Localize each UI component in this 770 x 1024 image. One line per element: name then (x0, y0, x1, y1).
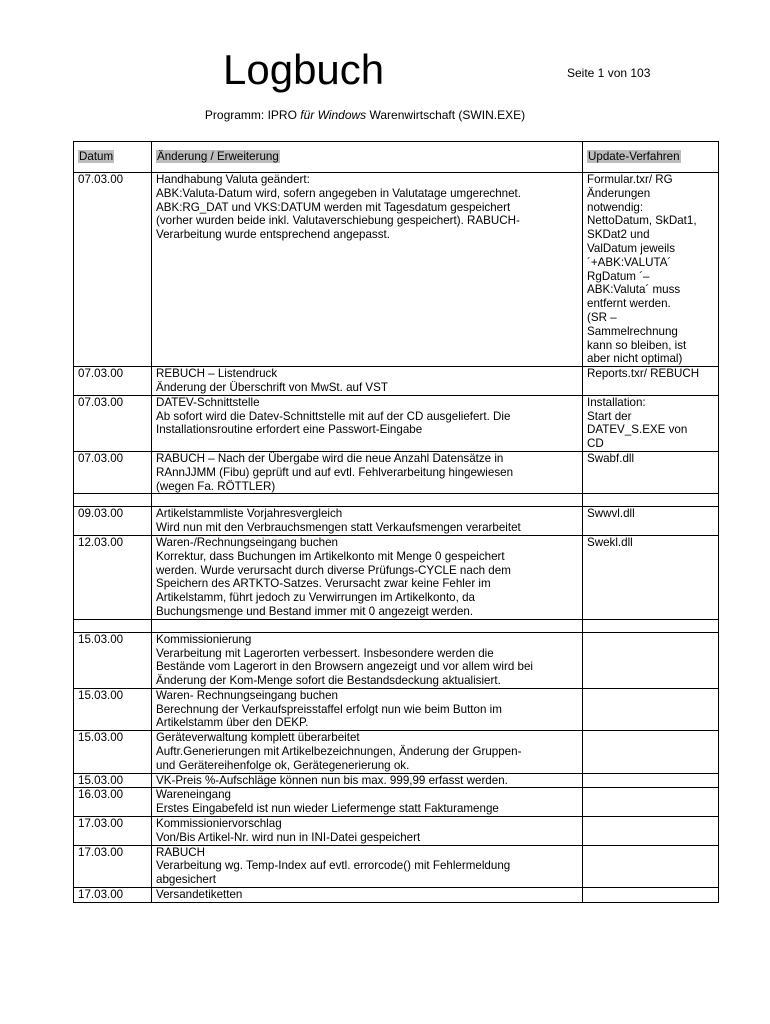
table-row (74, 619, 719, 632)
date-cell (74, 494, 152, 507)
date-cell: 15.03.00 (74, 688, 152, 730)
table-row (74, 535, 719, 619)
table-row (74, 632, 719, 688)
table-row (74, 888, 719, 903)
change-cell: DATEV-Schnittstelle Ab sofort wird die Datev-Schnittstelle mit auf der CD ausgeliefert. Die Installationsroutine erfordert eine Passwort-Eingabe (152, 395, 583, 451)
program-subtitle (0, 108, 730, 122)
change-cell: Versandetiketten (152, 888, 583, 903)
change-cell: Geräteverwaltung komplett überarbeitet Auftr.Generierungen mit Artikelbezeichnungen, Änderung der Gruppen- und Gerätereihenfolge ok, Gerätegenerierung ok. (152, 731, 583, 773)
change-cell: Kommissioniervorschlag Von/Bis Artikel-Nr. wird nun in INI-Datei gespeichert (152, 817, 583, 846)
date-cell: 17.03.00 (74, 845, 152, 887)
column-header-date-label: Datum (79, 150, 114, 164)
page-number: Seite 1 von 103 (567, 66, 651, 80)
table-row (74, 731, 719, 773)
update-cell (583, 845, 719, 887)
update-cell (583, 688, 719, 730)
update-cell (583, 817, 719, 846)
change-cell: Handhabung Valuta geändert: ABK:Valuta-Datum wird, sofern angegeben in Valutatage umgerechnet. ABK:RG_DAT und VKS:DATUM werden mit Tagesdatum gespeichert (vorher wurden beide inkl. Valutaverschiebung gespeichert). RABUCH- Verarbeitung wurde entsprechend angepasst. (152, 173, 583, 367)
update-cell: Swwvl.dll (583, 507, 719, 536)
update-cell: Reports.txr/ REBUCH (583, 367, 719, 396)
date-cell: 15.03.00 (74, 731, 152, 773)
logbook-table (73, 141, 719, 903)
update-cell (583, 494, 719, 507)
change-cell: Waren- Rechnungseingang buchen Berechnung der Verkaufspreisstaffel erfolgt nun wie beim Button im Artikelstamm über den DEKP. (152, 688, 583, 730)
change-cell: Artikelstammliste Vorjahresvergleich Wird nun mit den Verbrauchsmengen statt Verkaufsmengen verarbeitet (152, 507, 583, 536)
update-cell (583, 773, 719, 788)
table-row (74, 494, 719, 507)
table-row (74, 773, 719, 788)
table-row (74, 395, 719, 451)
update-cell: Swekl.dll (583, 535, 719, 619)
date-cell: 15.03.00 (74, 632, 152, 688)
change-cell: Waren-/Rechnungseingang buchen Korrektur, dass Buchungen im Artikelkonto mit Menge 0 gespeichert werden. Wurde verursacht durch diverse Prüfungs-CYCLE nach dem Speichern des ARTKTO-Satzes. Verursacht zwar keine Fehler im Artikelstamm, führt jedoch zu Verwirrungen im Artikelkonto, da Buchungsmenge und Bestand immer mit 0 angezeigt werden. (152, 535, 583, 619)
change-cell (152, 619, 583, 632)
table-row (74, 507, 719, 536)
table-row (74, 817, 719, 846)
change-cell: REBUCH – Listendruck Änderung der Überschrift von MwSt. auf VST (152, 367, 583, 396)
table-row (74, 451, 719, 493)
document-title: Logbuch (223, 46, 385, 93)
table-row (74, 788, 719, 817)
date-cell: 07.03.00 (74, 451, 152, 493)
table-row (74, 367, 719, 396)
table-header-row (74, 142, 719, 173)
column-header-update (583, 142, 719, 173)
change-cell: Kommissionierung Verarbeitung mit Lagerorten verbessert. Insbesondere werden die Bestände vom Lagerort in den Browsern angezeigt und vor allem wird bei Änderung der Kom-Menge sofort die Bestandsdeckung aktualisiert. (152, 632, 583, 688)
change-cell: VK-Preis %-Aufschläge können nun bis max. 999,99 erfasst werden. (152, 773, 583, 788)
column-header-change-label: Änderung / Erweiterung (157, 150, 279, 164)
date-cell (74, 619, 152, 632)
update-cell (583, 788, 719, 817)
change-cell: RABUCH Verarbeitung wg. Temp-Index auf evtl. errorcode() mit Fehlermeldung abgesichert (152, 845, 583, 887)
change-cell: RABUCH – Nach der Übergabe wird die neue Anzahl Datensätze in RAnnJJMM (Fibu) geprüft und auf evtl. Fehlverarbeitung hingewiesen (wegen Fa. RÖTTLER) (152, 451, 583, 493)
column-header-change (152, 142, 583, 173)
date-cell: 07.03.00 (74, 173, 152, 367)
date-cell: 17.03.00 (74, 817, 152, 846)
program-prefix: Programm: IPRO (204, 108, 301, 122)
change-cell (152, 494, 583, 507)
date-cell: 17.03.00 (74, 888, 152, 903)
table-row (74, 173, 719, 367)
update-cell: Formular.txr/ RG Änderungen notwendig: NettoDatum, SkDat1, SKDat2 und ValDatum jeweils ´+ABK:VALUTA´ RgDatum ´– ABK:Valuta´ muss entfernt werden. (SR – Sammelrechnung kann so bleiben, ist aber nicht optimal) (583, 173, 719, 367)
update-cell (583, 731, 719, 773)
program-italic: für Windows (300, 108, 367, 122)
date-cell: 16.03.00 (74, 788, 152, 817)
date-cell: 09.03.00 (74, 507, 152, 536)
table-row (74, 845, 719, 887)
update-cell: Swabf.dll (583, 451, 719, 493)
table-row (74, 688, 719, 730)
date-cell: 07.03.00 (74, 367, 152, 396)
update-cell: Installation: Start der DATEV_S.EXE von CD (583, 395, 719, 451)
change-cell: Wareneingang Erstes Eingabefeld ist nun wieder Liefermenge statt Fakturamenge (152, 788, 583, 817)
date-cell: 15.03.00 (74, 773, 152, 788)
column-header-update-label: Update-Verfahren (588, 150, 680, 164)
update-cell (583, 632, 719, 688)
date-cell: 07.03.00 (74, 395, 152, 451)
column-header-date (74, 142, 152, 173)
update-cell (583, 888, 719, 903)
date-cell: 12.03.00 (74, 535, 152, 619)
program-suffix: Warenwirtschaft (SWIN.EXE) (366, 108, 526, 122)
update-cell (583, 619, 719, 632)
